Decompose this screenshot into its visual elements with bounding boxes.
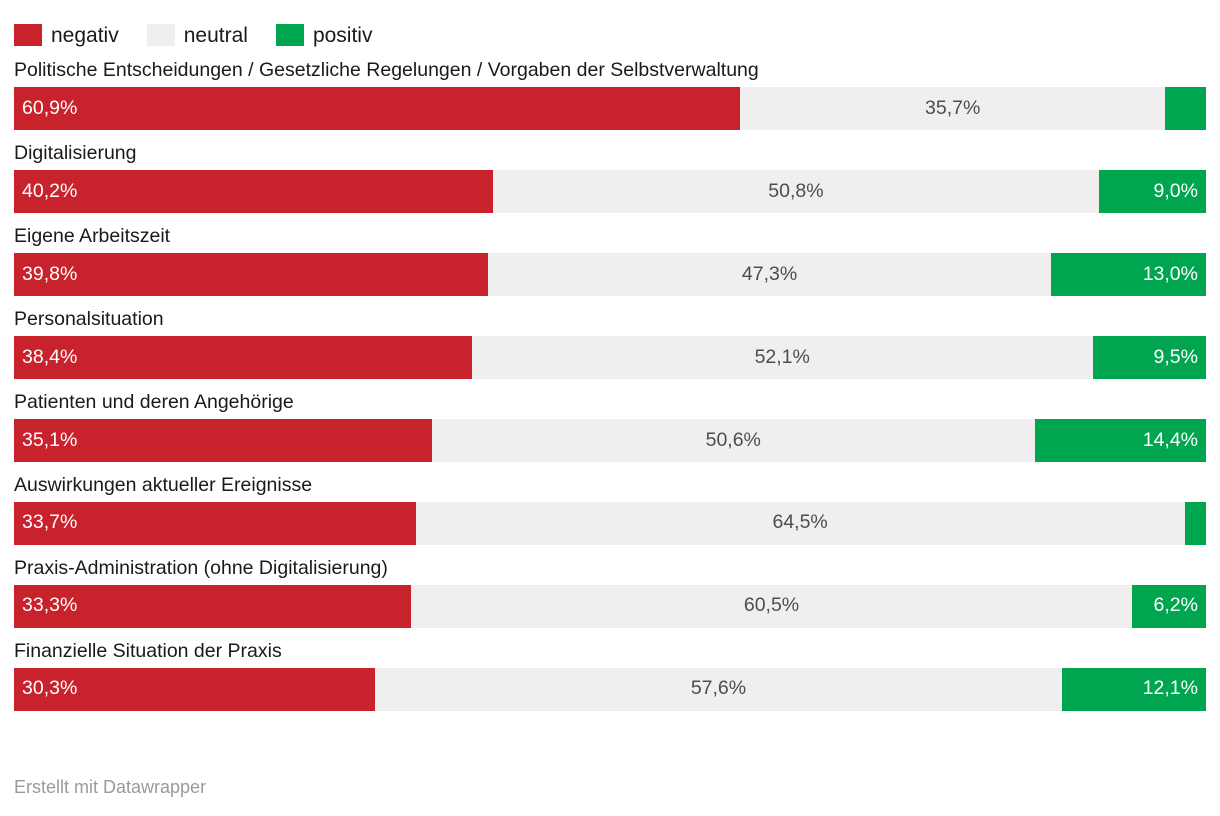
bar-segment-negativ[interactable]: [14, 170, 493, 213]
stacked-bar: [14, 502, 1206, 545]
bar-value-negativ: 33,7%: [22, 511, 78, 534]
bar-value-positiv: 9,0%: [1153, 179, 1198, 202]
row-label: Eigene Arbeitszeit: [14, 224, 171, 247]
bar-value-positiv: 14,4%: [1142, 428, 1199, 451]
stacked-bar: [14, 253, 1206, 296]
bar-value-negativ: 38,4%: [22, 345, 78, 368]
stacked-bar: [14, 170, 1206, 213]
bar-segment-neutral[interactable]: [472, 336, 1093, 379]
legend-swatch-negativ: [14, 24, 42, 46]
row-label: Digitalisierung: [14, 141, 137, 164]
bar-segment-positiv[interactable]: [1062, 668, 1206, 711]
bar-value-negativ: 33,3%: [22, 594, 78, 617]
chart-rows: [14, 58, 1206, 711]
row-label: Patienten und deren Angehörige: [14, 390, 294, 413]
bar-segment-positiv[interactable]: [1035, 419, 1206, 462]
bar-segment-neutral[interactable]: [740, 87, 1166, 130]
bar-segment-negativ[interactable]: [14, 253, 488, 296]
legend-label-negativ: negativ: [51, 23, 119, 47]
legend-swatch-neutral: [147, 24, 175, 46]
bar-value-neutral: 57,6%: [690, 677, 747, 700]
bar-value-negativ: 30,3%: [22, 677, 78, 700]
bar-value-positiv: 6,2%: [1153, 594, 1198, 617]
bar-segment-positiv[interactable]: [1185, 502, 1206, 545]
row-label: Praxis-Administration (ohne Digitalisierung): [14, 556, 388, 579]
bar-value-neutral: 50,6%: [705, 428, 761, 451]
chart-legend: [14, 0, 1206, 56]
chart-row: [14, 556, 1206, 628]
chart-row: [14, 639, 1206, 711]
bar-value-positiv: 12,1%: [1142, 677, 1198, 700]
chart-row: [14, 224, 1206, 296]
bar-segment-neutral[interactable]: [488, 253, 1051, 296]
stacked-bar: [14, 336, 1206, 379]
bar-value-negativ: 39,8%: [22, 262, 78, 285]
bar-segment-negativ[interactable]: [14, 585, 411, 628]
row-label: Politische Entscheidungen / Gesetzliche Regelungen / Vorgaben der Selbstverwaltung: [14, 59, 759, 81]
bar-segment-negativ[interactable]: [14, 336, 472, 379]
chart-row: [14, 307, 1206, 379]
bar-segment-positiv[interactable]: [1132, 585, 1206, 628]
bar-segment-positiv[interactable]: [1093, 336, 1206, 379]
row-label: Personalsituation: [14, 307, 164, 330]
bar-segment-positiv[interactable]: [1051, 253, 1206, 296]
stacked-bar: [14, 87, 1206, 130]
stacked-bar: [14, 585, 1206, 628]
bar-segment-negativ[interactable]: [14, 502, 416, 545]
bar-segment-neutral[interactable]: [411, 585, 1132, 628]
stacked-bar: [14, 419, 1206, 462]
bar-value-neutral: 60,5%: [743, 594, 800, 617]
bar-value-negativ: 40,2%: [22, 179, 78, 202]
bar-value-positiv: 9,5%: [1153, 345, 1198, 368]
bar-value-neutral: 35,7%: [925, 96, 981, 119]
legend-label-neutral: neutral: [183, 23, 248, 47]
legend-item-positiv[interactable]: [276, 24, 373, 46]
bar-value-neutral: 50,8%: [768, 179, 824, 202]
chart-credit: Erstellt mit Datawrapper: [14, 777, 207, 797]
chart-row: [14, 473, 1206, 545]
bar-segment-negativ[interactable]: [14, 668, 375, 711]
bar-value-negativ: 35,1%: [22, 428, 78, 451]
bar-segment-neutral[interactable]: [375, 668, 1062, 711]
bar-value-positiv: 13,0%: [1142, 262, 1198, 285]
bar-segment-neutral[interactable]: [432, 419, 1035, 462]
bar-segment-neutral[interactable]: [493, 170, 1099, 213]
bar-segment-neutral[interactable]: [416, 502, 1185, 545]
bar-value-neutral: 64,5%: [772, 511, 828, 534]
bar-value-neutral: 47,3%: [741, 262, 798, 285]
bar-segment-positiv[interactable]: [1165, 87, 1206, 130]
legend-swatch-positiv: [276, 24, 304, 46]
stacked-bar: [14, 668, 1206, 711]
legend-item-negativ[interactable]: [14, 24, 119, 46]
bar-value-neutral: 52,1%: [754, 345, 810, 368]
chart-row: [14, 390, 1206, 462]
bar-segment-negativ[interactable]: [14, 419, 432, 462]
row-label: Auswirkungen aktueller Ereignisse: [14, 473, 313, 496]
legend-label-positiv: positiv: [312, 23, 373, 47]
legend-item-neutral[interactable]: [147, 24, 248, 46]
chart-row: [14, 141, 1206, 213]
bar-value-negativ: 60,9%: [22, 96, 78, 119]
bar-segment-negativ[interactable]: [14, 87, 740, 130]
row-label: Finanzielle Situation der Praxis: [14, 639, 282, 662]
bar-segment-positiv[interactable]: [1099, 170, 1206, 213]
chart-row: [14, 58, 1206, 130]
